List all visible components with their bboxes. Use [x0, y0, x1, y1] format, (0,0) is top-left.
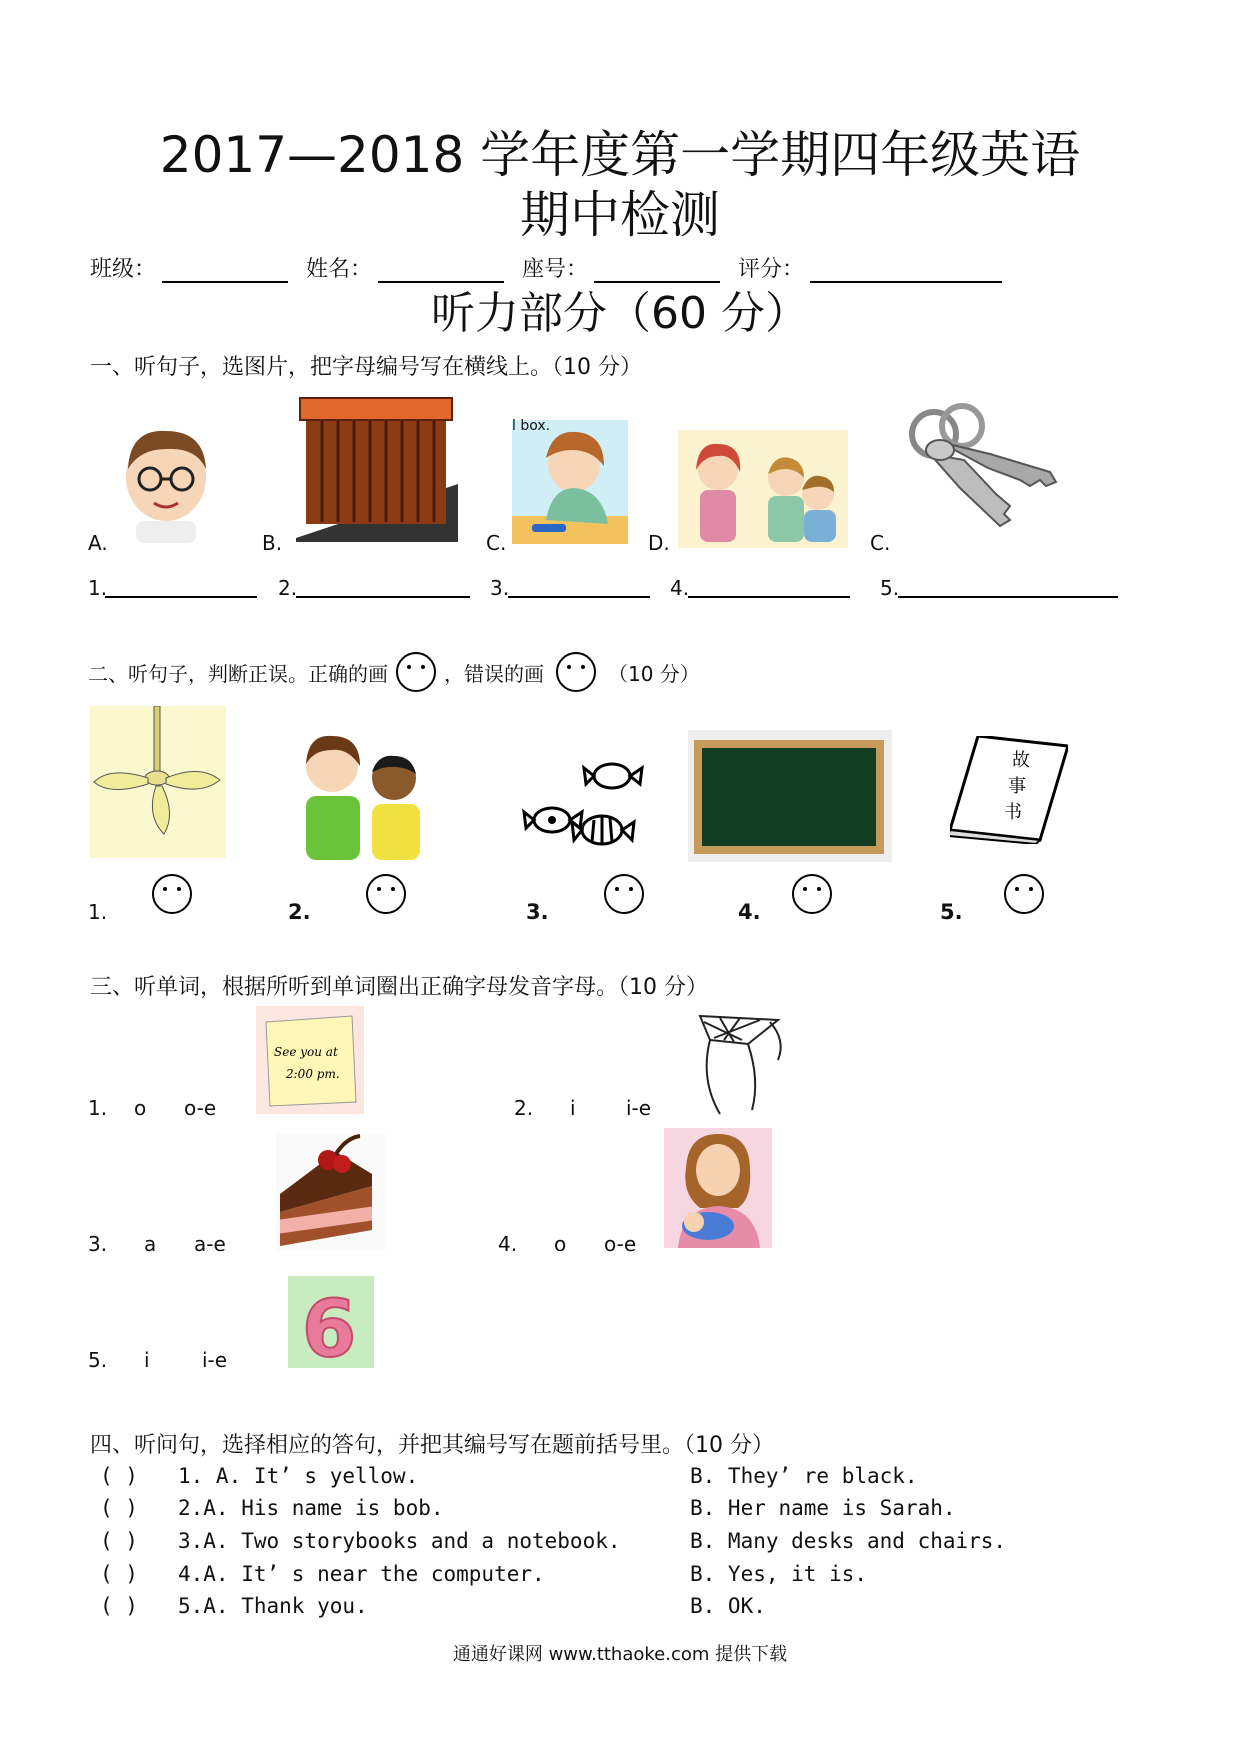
storybook-char-2: 事 — [1008, 776, 1026, 797]
s4-b-4: B. Yes, it is. — [690, 1562, 868, 1586]
s1-blank-label-5: 5. — [880, 576, 900, 600]
score-label: 评分： — [738, 257, 805, 282]
keys-icon — [900, 398, 1060, 538]
number-six-glyph: 6 — [302, 1285, 357, 1368]
section2-title-c: （10 分） — [608, 661, 700, 686]
s1-letter-e: C. — [870, 531, 891, 555]
wooden-box-icon — [296, 388, 458, 542]
s2-num-5: 5. — [940, 900, 963, 924]
note-paper-icon — [256, 1006, 364, 1114]
s1-blank-2[interactable] — [296, 596, 470, 598]
s4-q-4: 4.A. It’ s near the computer. — [178, 1562, 545, 1586]
answer-face-icon-2[interactable] — [364, 872, 408, 916]
s4-q-1: 1. A. It’ s yellow. — [178, 1464, 419, 1488]
title-line-1: 2017—2018 学年度第一学期四年级英语 — [159, 126, 1081, 184]
class-label: 班级： — [90, 257, 157, 282]
s4-b-2: B. Her name is Sarah. — [690, 1496, 956, 1520]
s4-paren-3[interactable]: ( ) — [100, 1529, 138, 1553]
answer-face-icon-5[interactable] — [1002, 872, 1046, 916]
section2-title — [88, 650, 700, 694]
s1-blank-3[interactable] — [508, 596, 650, 598]
note-text-1: See you at — [274, 1045, 338, 1059]
answer-face-icon-1[interactable] — [150, 872, 194, 916]
s4-q-2: 2.A. His name is bob. — [178, 1496, 444, 1520]
section4-title: 四、听问句，选择相应的答句，并把其编号写在题前括号里。（10 分） — [90, 1433, 774, 1458]
seat-blank[interactable] — [594, 263, 720, 283]
s1-blank-label-3: 3. — [490, 576, 510, 600]
s1-blank-label-4: 4. — [670, 576, 690, 600]
s3-opt-a-1[interactable]: o — [134, 1096, 147, 1120]
storybook-char-3: 书 — [1004, 802, 1022, 823]
s2-num-4: 4. — [738, 900, 761, 924]
ceiling-fan-icon — [90, 706, 226, 858]
s4-b-5: B. OK. — [690, 1594, 766, 1618]
section2-title-a: 二、听句子，判断正误。正确的画 — [88, 661, 388, 686]
footer: 通通好课网 www.tthaoke.com 提供下载 — [452, 1644, 788, 1665]
storybook-char-1: 故 — [1012, 750, 1030, 771]
s3-opt-b-2[interactable]: i-e — [626, 1096, 652, 1120]
storybook-icon — [950, 736, 1068, 844]
s1-blank-5[interactable] — [898, 596, 1118, 598]
s3-opt-a-3[interactable]: a — [144, 1232, 157, 1256]
s1-blank-4[interactable] — [688, 596, 850, 598]
s4-b-1: B. They’ re black. — [690, 1464, 918, 1488]
note-text-2: 2:00 pm. — [286, 1067, 340, 1081]
s4-b-3: B. Many desks and chairs. — [690, 1529, 1007, 1553]
s3-num-1: 1. — [88, 1096, 108, 1120]
blackboard-icon — [688, 730, 892, 862]
s3-num-5: 5. — [88, 1348, 108, 1372]
sad-face-icon — [554, 650, 598, 694]
s1-letter-b: B. — [262, 531, 283, 555]
s3-opt-b-1[interactable]: o-e — [184, 1096, 217, 1120]
s3-opt-b-5[interactable]: i-e — [202, 1348, 228, 1372]
boy-with-glasses-icon — [120, 425, 212, 543]
s4-paren-5[interactable]: ( ) — [100, 1594, 138, 1618]
s1-letter-d: D. — [648, 531, 670, 555]
s1-letter-c: C. — [486, 531, 507, 555]
s2-num-3: 3. — [526, 900, 549, 924]
section1-title: 一、听句子，选图片，把字母编号写在横线上。（10 分） — [90, 355, 642, 380]
s4-q-3: 3.A. Two storybooks and a notebook. — [178, 1529, 621, 1553]
answer-face-icon-4[interactable] — [790, 872, 834, 916]
name-label: 姓名： — [306, 257, 373, 282]
section2-title-b: ，错误的画 — [444, 661, 544, 686]
class-blank[interactable] — [162, 263, 288, 283]
mother-and-baby-icon — [664, 1128, 772, 1248]
name-blank[interactable] — [378, 263, 504, 283]
s3-opt-a-5[interactable]: i — [144, 1348, 150, 1372]
s1-blank-1[interactable] — [105, 596, 257, 598]
two-boys-icon — [282, 726, 434, 862]
s1-blank-label-1: 1. — [88, 576, 108, 600]
cake-icon — [276, 1134, 386, 1250]
s3-opt-a-2[interactable]: i — [570, 1096, 576, 1120]
s1-letter-a: A. — [88, 531, 108, 555]
s3-num-3: 3. — [88, 1232, 108, 1256]
smile-face-icon — [394, 650, 438, 694]
s3-opt-a-4[interactable]: o — [554, 1232, 567, 1256]
s4-q-5: 5.A. Thank you. — [178, 1594, 368, 1618]
s3-num-4: 4. — [498, 1232, 518, 1256]
three-children-icon — [678, 430, 848, 548]
s3-num-2: 2. — [514, 1096, 534, 1120]
girl-with-pencil-box-icon — [512, 420, 628, 544]
listening-title: 听力部分（60 分） — [431, 288, 809, 339]
s3-opt-b-3[interactable]: a-e — [194, 1232, 226, 1256]
s3-opt-b-4[interactable]: o-e — [604, 1232, 637, 1256]
s1-blank-label-2: 2. — [278, 576, 298, 600]
s2-num-2: 2. — [288, 900, 311, 924]
s4-paren-4[interactable]: ( ) — [100, 1562, 138, 1586]
section3-title: 三、听单词，根据所听到单词圈出正确字母发音字母。（10 分） — [90, 975, 708, 1000]
title-line-2: 期中检测 — [520, 186, 720, 244]
answer-face-icon-3[interactable] — [602, 872, 646, 916]
candies-icon — [522, 750, 644, 862]
number-six-icon — [288, 1276, 374, 1368]
s4-paren-1[interactable]: ( ) — [100, 1464, 138, 1488]
score-blank[interactable] — [810, 263, 1002, 283]
s2-num-1: 1. — [88, 900, 108, 924]
s1-caption: l box. — [512, 418, 551, 434]
seat-label: 座号： — [522, 257, 589, 282]
student-info-row — [90, 252, 1020, 283]
kite-icon — [690, 1010, 790, 1118]
s4-paren-2[interactable]: ( ) — [100, 1496, 138, 1520]
